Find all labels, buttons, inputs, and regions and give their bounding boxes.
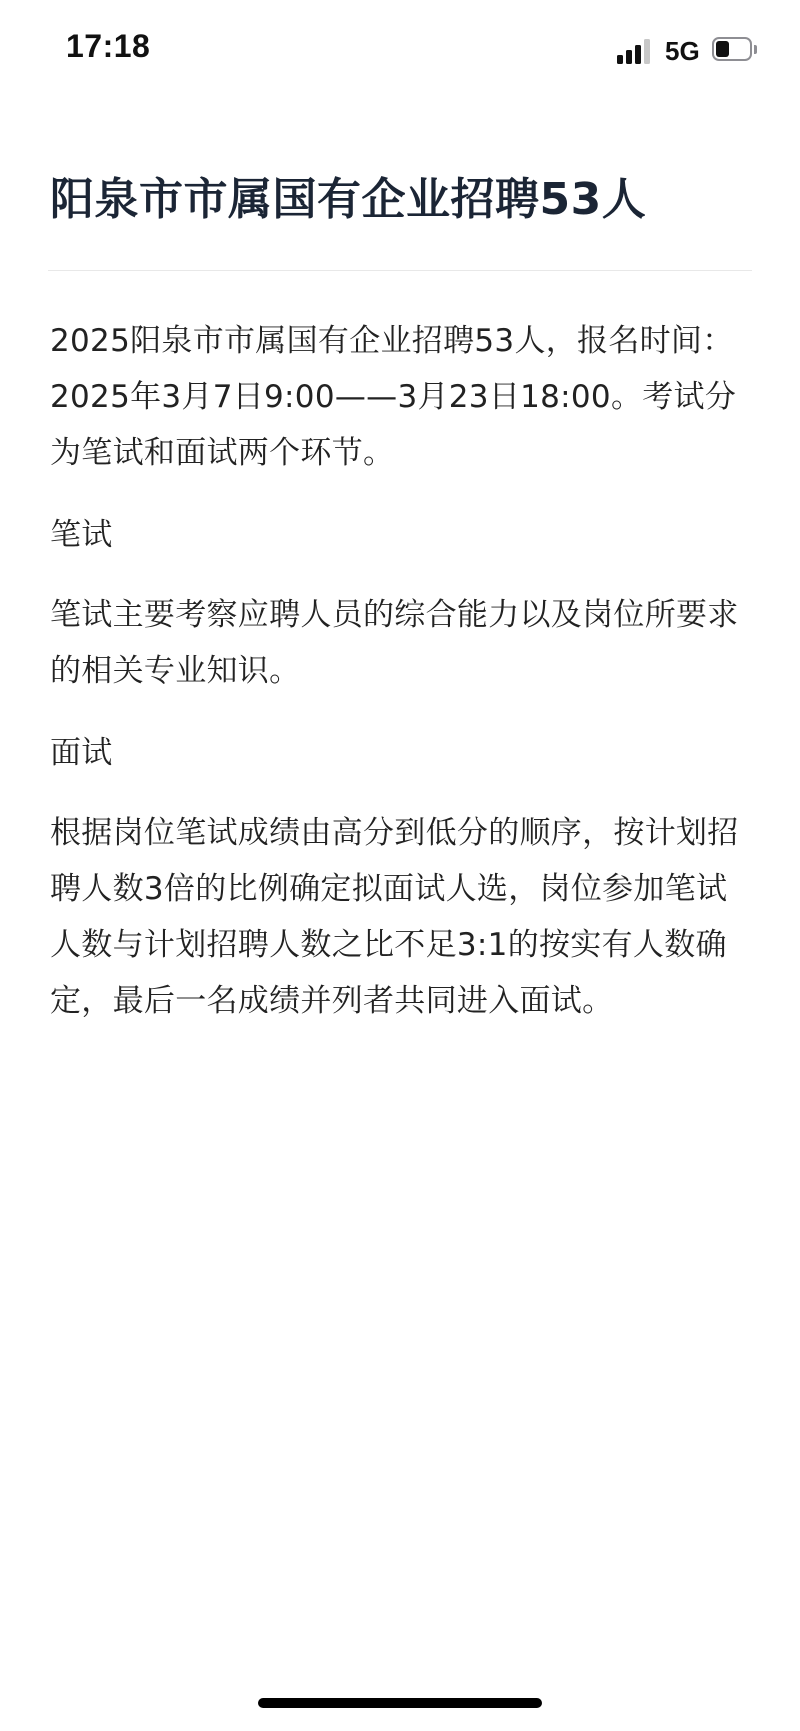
status-time: 17:18 (66, 28, 151, 64)
written-exam-paragraph: 笔试主要考察应聘人员的综合能力以及岗位所要求的相关专业知识。 (50, 597, 739, 689)
battery-icon (712, 37, 758, 63)
page-title: 阳泉市市属国有企业招聘53人 (50, 174, 647, 225)
article-body (50, 313, 752, 1055)
cellular-signal-icon (617, 38, 653, 64)
network-type: 5G (665, 36, 700, 66)
intro-paragraph: 2025阳泉市市属国有企业招聘53人，报名时间：2025年3月7日9:00——3月23日18:00。考试分为笔试和面试两个环节。 (50, 323, 737, 471)
interview-paragraph: 根据岗位笔试成绩由高分到低分的顺序，按计划招聘人数3倍的比例确定拟面试人选，岗位参加笔试人数与计划招聘人数之比不足3:1的按实有人数确定，最后一名成绩并列者共同进入面试。 (50, 815, 739, 1019)
status-bar (0, 0, 800, 100)
title-divider (48, 270, 752, 271)
section-heading-written-exam: 笔试 (50, 517, 113, 553)
home-indicator[interactable] (258, 1698, 542, 1708)
section-heading-interview: 面试 (50, 735, 113, 771)
